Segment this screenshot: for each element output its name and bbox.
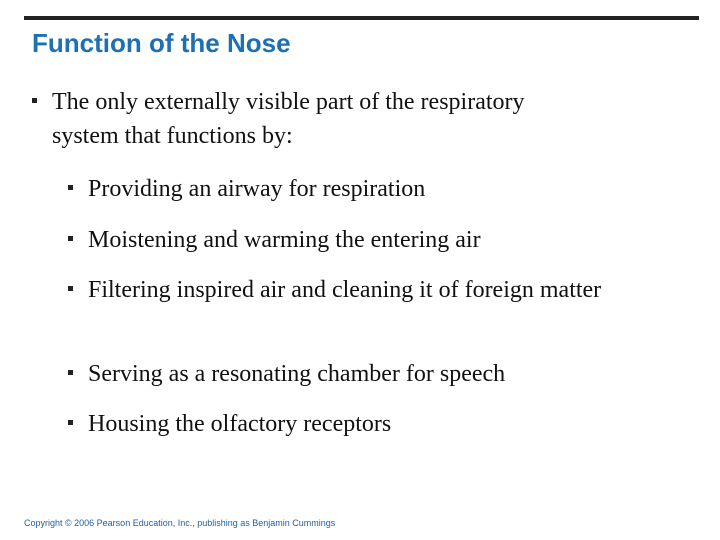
main-bullet-text: [52, 85, 652, 153]
main-bullet: [32, 85, 652, 153]
sub-bullet-text: Housing the olfactory receptors: [88, 411, 392, 437]
square-bullet-icon: [68, 286, 73, 291]
sub-bullet-airway: [68, 172, 648, 206]
copyright-footer: Copyright © 2006 Pearson Education, Inc., publishing as Benjamin Cummings: [24, 518, 336, 528]
sub-bullet-text: Providing an airway for respiration: [88, 176, 426, 202]
slide-title: Function of the Nose: [32, 28, 291, 58]
sub-bullet-filtering: [68, 273, 648, 307]
main-bullet-line-2: system that functions by:: [52, 123, 293, 149]
sub-bullet-olfactory: [68, 407, 648, 441]
square-bullet-icon: [68, 370, 73, 375]
sub-bullet-text: Moistening and warming the entering air: [88, 227, 481, 253]
square-bullet-icon: [68, 236, 73, 241]
square-bullet-icon: [32, 98, 37, 103]
sub-bullet-text: Filtering inspired air and cleaning it of foreign matter: [88, 277, 602, 303]
top-divider: [24, 16, 699, 20]
square-bullet-icon: [68, 185, 73, 190]
main-bullet-line-1: The only externally visible part of the respiratory: [52, 89, 525, 115]
square-bullet-icon: [68, 420, 73, 425]
sub-bullet-resonating: [68, 357, 648, 391]
sub-bullet-text: Serving as a resonating chamber for speech: [88, 361, 506, 387]
sub-bullet-moistening: [68, 223, 648, 257]
